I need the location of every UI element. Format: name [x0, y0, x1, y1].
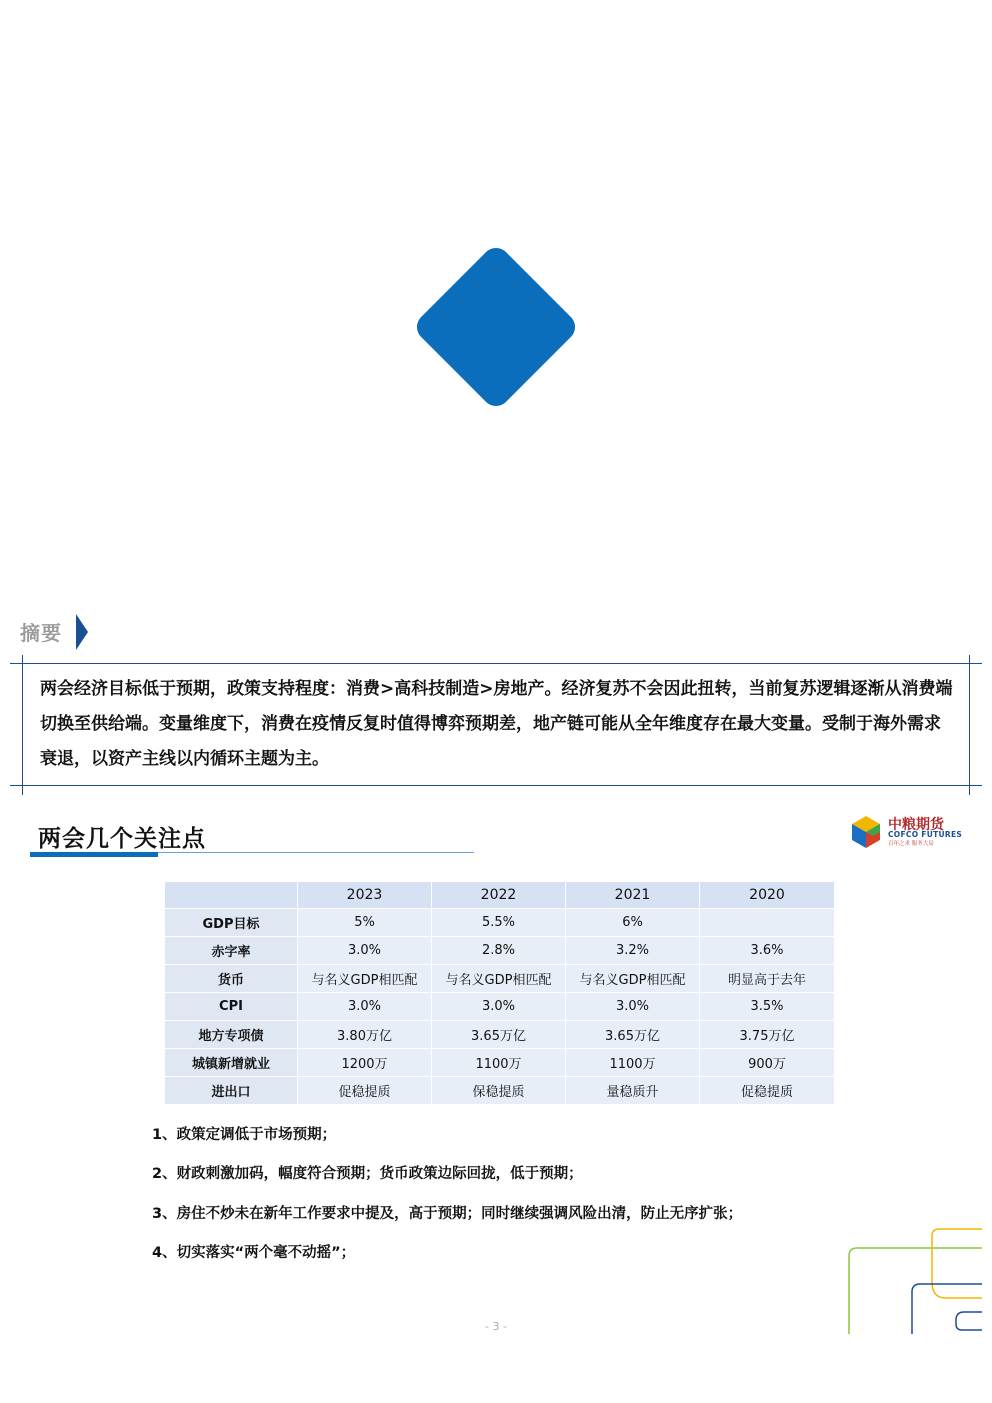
table-header-row: [165, 882, 835, 909]
table-cell: 与名义GDP相匹配: [298, 965, 432, 993]
table-cell: 3.0%: [566, 993, 700, 1021]
table-row: [165, 1049, 835, 1077]
table-cell: 3.0%: [432, 993, 566, 1021]
table-cell: 6%: [566, 909, 700, 937]
header-cell: [165, 882, 298, 909]
decorative-diamond: [411, 242, 581, 412]
summary-header: [20, 612, 62, 650]
table-cell: 促稳提质: [298, 1077, 432, 1105]
table-cell: 2.8%: [432, 937, 566, 965]
header-cell: 2020: [700, 882, 835, 909]
table-cell: 3.75万亿: [700, 1021, 835, 1049]
table-cell: 5%: [298, 909, 432, 937]
section-underline: [158, 852, 474, 853]
list-item: 3、房住不炒未在新年工作要求中提及，高于预期；同时继续强调风险出清，防止无序扩张；: [152, 1205, 743, 1222]
summary-frame-right: [969, 655, 970, 795]
list-item: 1、政策定调低于市场预期；: [152, 1127, 337, 1143]
table-cell: 3.65万亿: [566, 1021, 700, 1049]
table-row: [165, 965, 835, 993]
summary-frame-left: [22, 655, 23, 795]
cube-logo-icon: [848, 814, 884, 850]
table-cell: 900万: [700, 1049, 835, 1077]
chevron-right-icon: [76, 614, 88, 650]
table-cell: 5.5%: [432, 909, 566, 937]
table-cell: 促稳提质: [700, 1077, 835, 1105]
table-cell: 1200万: [298, 1049, 432, 1077]
logo-chinese-name: 中粮期货: [888, 817, 944, 833]
table-cell: 1100万: [432, 1049, 566, 1077]
corner-decoration-icon: [846, 1226, 982, 1334]
row-label: 城镇新增就业: [165, 1049, 298, 1077]
table-cell: 3.6%: [700, 937, 835, 965]
list-item: 4、切实落实“两个毫不动摇”；: [152, 1244, 356, 1261]
table-cell: 量稳质升: [566, 1077, 700, 1105]
row-label: 赤字率: [165, 937, 298, 965]
summary-frame-bottom: [10, 785, 982, 786]
row-label: GDP目标: [165, 909, 298, 937]
table-cell: 3.65万亿: [432, 1021, 566, 1049]
table-cell: [700, 909, 835, 937]
table-cell: 1100万: [566, 1049, 700, 1077]
table-cell: 3.5%: [700, 993, 835, 1021]
table-row: [165, 909, 835, 937]
two-sessions-table: [164, 881, 835, 1105]
table-cell: 3.0%: [298, 937, 432, 965]
page-number: - 3 -: [485, 1320, 507, 1333]
header-cell: 2023: [298, 882, 432, 909]
header-cell: 2021: [566, 882, 700, 909]
table-row: [165, 937, 835, 965]
table-row: [165, 993, 835, 1021]
table-cell: 明显高于去年: [700, 965, 835, 993]
logo-slogan: 百年之求 服务大局: [888, 841, 934, 847]
table-cell: 3.80万亿: [298, 1021, 432, 1049]
summary-title: 摘要: [20, 620, 62, 645]
summary-frame-top: [10, 663, 982, 664]
table-cell: 保稳提质: [432, 1077, 566, 1105]
row-label: 进出口: [165, 1077, 298, 1105]
row-label: CPI: [165, 993, 298, 1021]
section-underline-accent: [30, 852, 158, 857]
table-row: [165, 1077, 835, 1105]
row-label: 地方专项债: [165, 1021, 298, 1049]
section-title: 两会几个关注点: [38, 826, 206, 852]
list-item: 2、财政刺激加码，幅度符合预期；货币政策边际回拢，低于预期；: [152, 1166, 583, 1183]
table-cell: 与名义GDP相匹配: [432, 965, 566, 993]
table-cell: 3.0%: [298, 993, 432, 1021]
header-cell: 2022: [432, 882, 566, 909]
table-cell: 3.2%: [566, 937, 700, 965]
table-row: [165, 1021, 835, 1049]
key-points-list: [152, 1122, 742, 1279]
cofco-logo: [848, 814, 963, 850]
table-cell: 与名义GDP相匹配: [566, 965, 700, 993]
summary-text: 两会经济目标低于预期，政策支持程度：消费>高科技制造>房地产。经济复苏不会因此扭转，当前复苏逻辑逐渐从消费端切换至供给端。变量维度下，消费在疫情反复时值得博弈预期差，地产链可能从全年维度存在最大变量。受制于海外需求衰退，以资产主线以内循环主题为主。: [40, 679, 953, 769]
logo-english-name: COFCO FUTURES: [888, 830, 963, 839]
row-label: 货币: [165, 965, 298, 993]
